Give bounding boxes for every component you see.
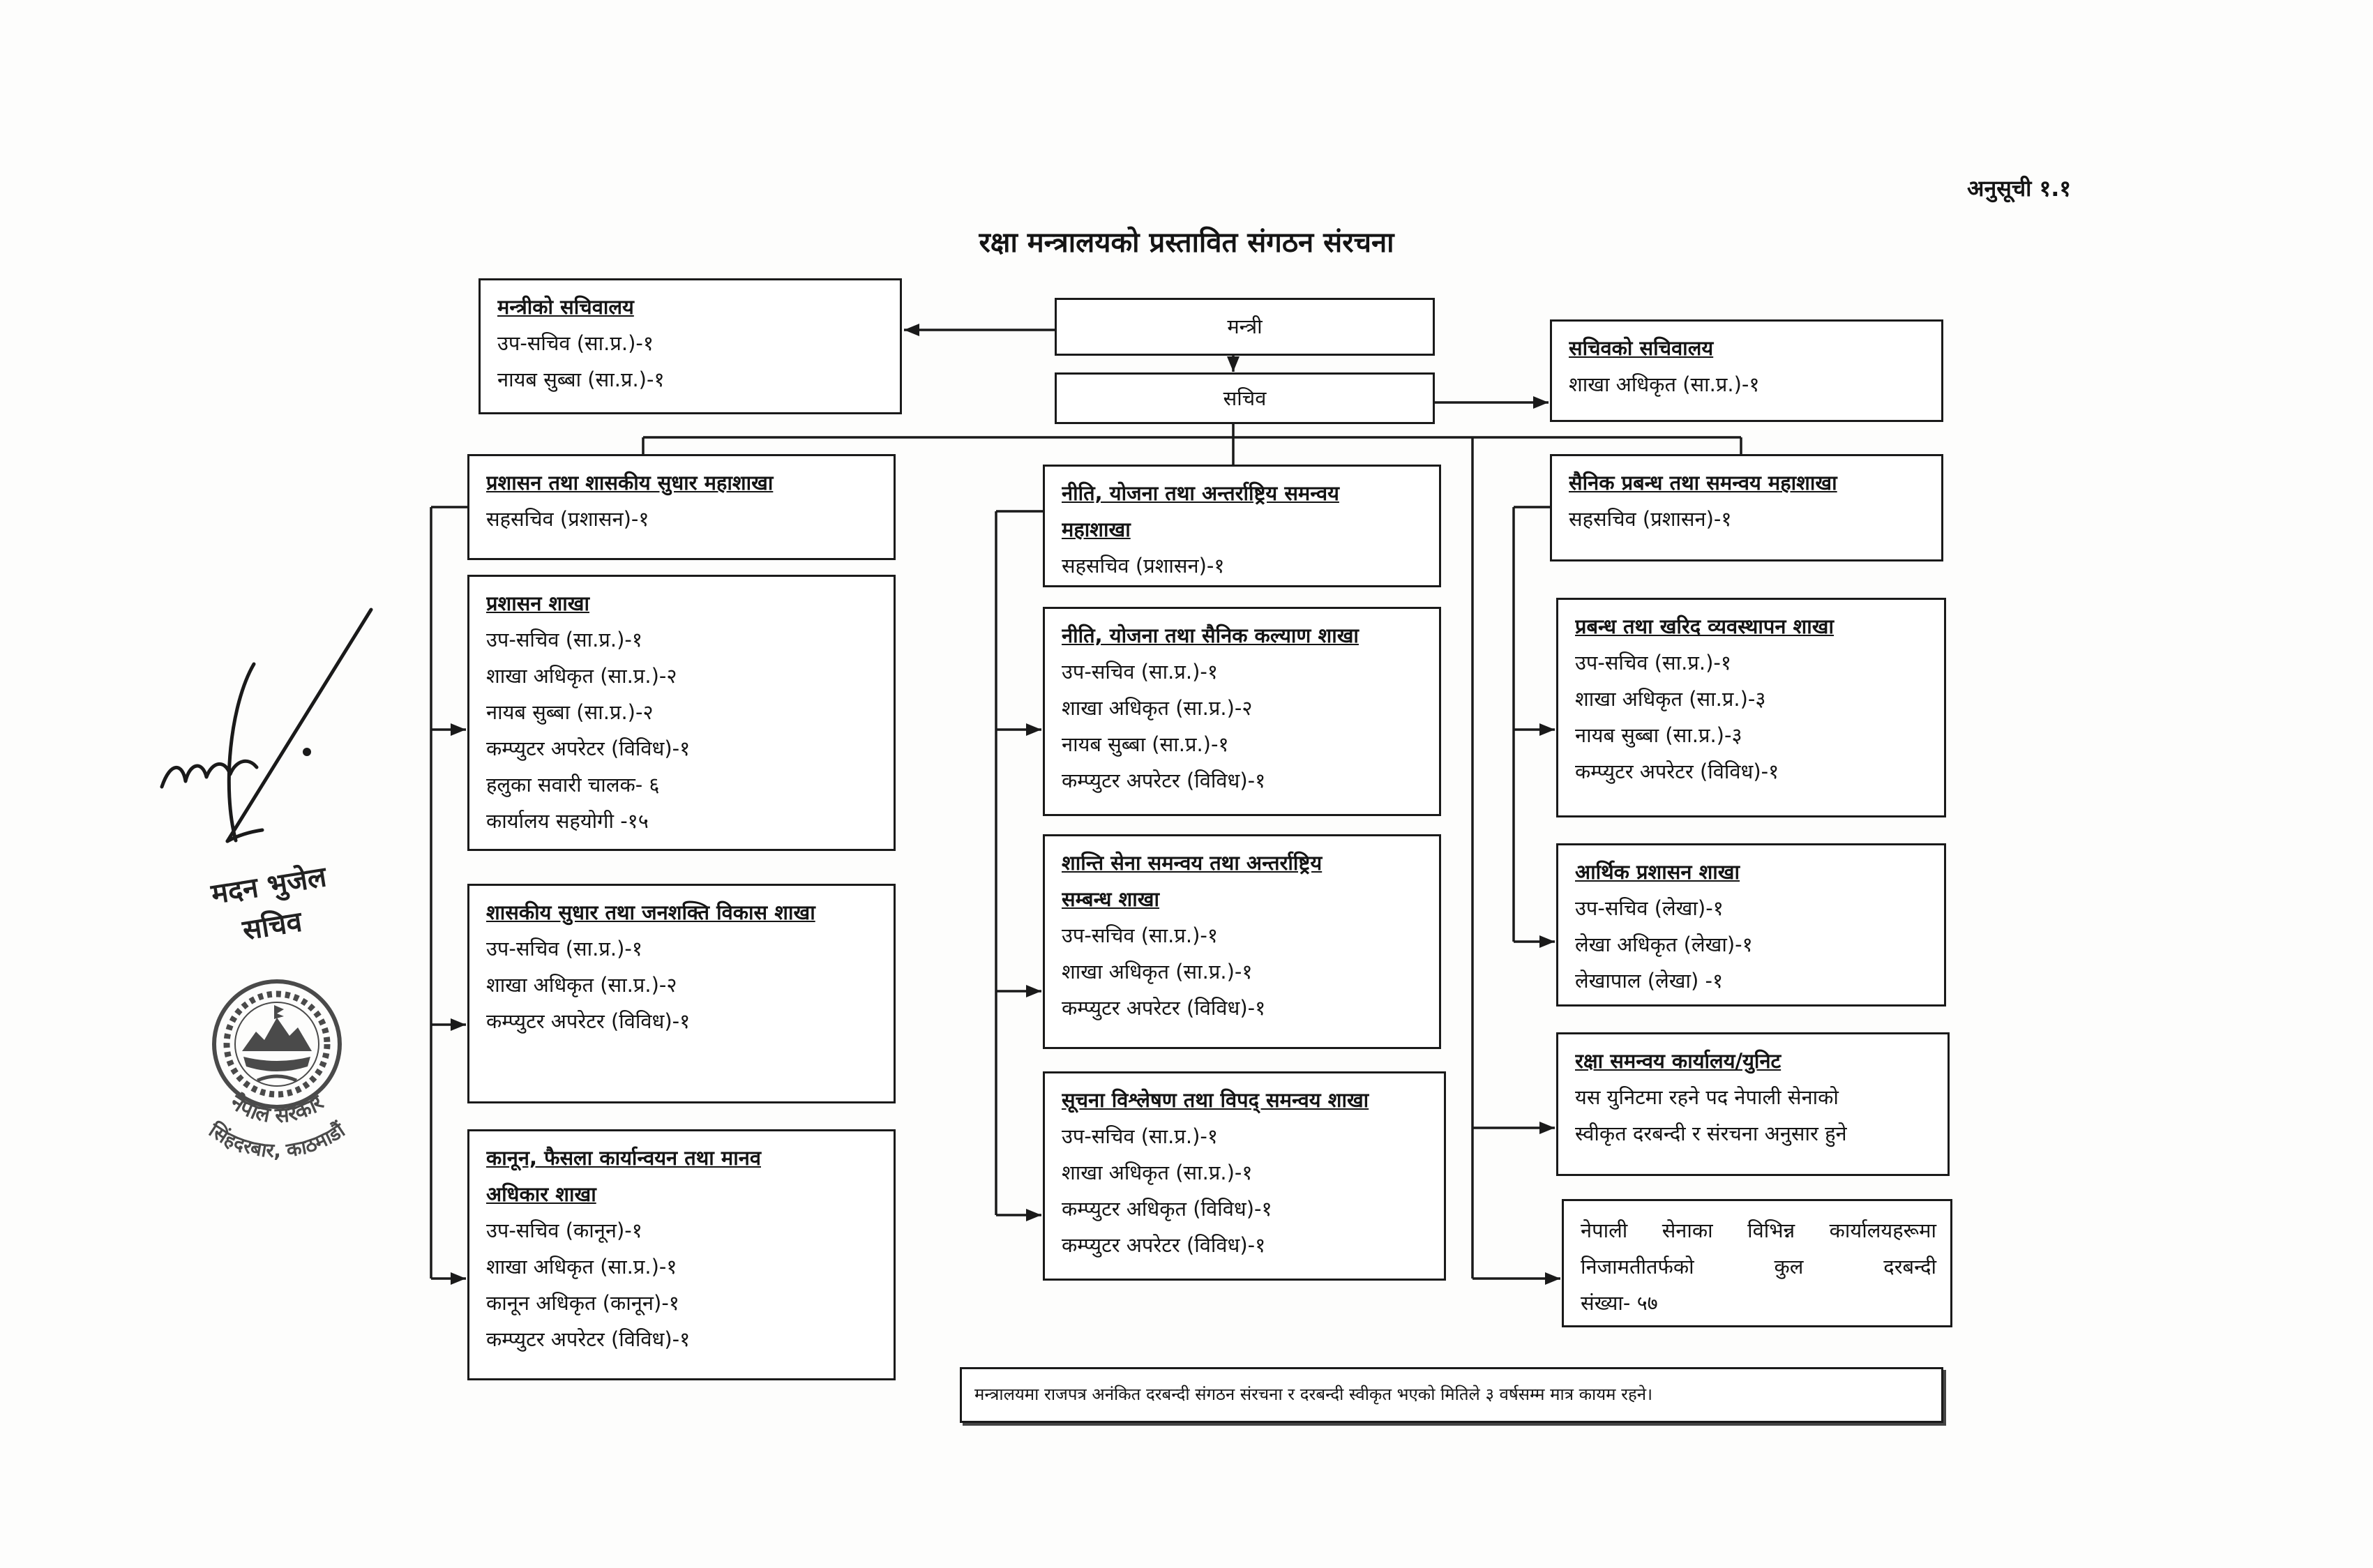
box-title: नीति, योजना तथा अन्तर्राष्ट्रिय समन्वय — [1062, 481, 1339, 505]
box-title: शान्ति सेना समन्वय तथा अन्तर्राष्ट्रिय — [1062, 851, 1323, 875]
post-line: शाखा अधिकृत (सा.प्र.)-१ — [1569, 372, 1760, 396]
post-line: लेखा अधिकृत (लेखा)-१ — [1575, 933, 1753, 956]
note-line: निजामतीतर्फको कुल दरबन्दी — [1581, 1255, 1936, 1279]
military-management-division-box — [1550, 454, 1943, 561]
post-line: उप-सचिव (सा.प्र.)-१ — [486, 937, 642, 960]
finance-section-box — [1556, 843, 1946, 1007]
post-line: कम्प्युटर अपरेटर (विविध)-१ — [1062, 769, 1266, 792]
box-title-continued: अधिकार शाखा — [486, 1182, 596, 1206]
information-disaster-section-box — [1043, 1071, 1446, 1281]
box-title: कानून, फैसला कार्यान्वयन तथा मानव — [486, 1146, 761, 1170]
post-line: लेखापाल (लेखा) -१ — [1575, 969, 1724, 993]
post-line: शाखा अधिकृत (सा.प्र.)-२ — [1062, 696, 1253, 720]
post-line: नायब सुब्बा (सा.प्र.)-३ — [1575, 723, 1742, 747]
peacekeeping-section-box — [1043, 834, 1441, 1049]
post-line: शाखा अधिकृत (सा.प्र.)-२ — [486, 973, 677, 997]
secretary-secretariat-box — [1550, 319, 1943, 422]
post-line: उप-सचिव (सा.प्र.)-१ — [1575, 651, 1731, 674]
post-line: उप-सचिव (लेखा)-१ — [1575, 896, 1724, 920]
post-line: कम्प्युटर अपरेटर (विविध)-१ — [486, 737, 691, 760]
minister-box — [1055, 298, 1435, 356]
handwritten-signature — [162, 610, 371, 841]
policy-welfare-section-box — [1043, 607, 1441, 816]
note-line: स्वीकृत दरबन्दी र संरचना अनुसार हुने — [1575, 1122, 1847, 1145]
post-line: शाखा अधिकृत (सा.प्र.)-१ — [1062, 1161, 1253, 1184]
note-line: संख्या- ५७ — [1581, 1291, 1658, 1315]
note-line: नेपाली सेनाका विभिन्न कार्यालयहरूमा — [1581, 1219, 1936, 1242]
box-title-continued: सम्बन्ध शाखा — [1062, 887, 1160, 911]
minister-label: मन्त्री — [1227, 315, 1263, 338]
post-line: कम्प्युटर अपरेटर (विविध)-१ — [486, 1327, 691, 1351]
box-title: मन्त्रीको सचिवालय — [497, 295, 634, 319]
post-line: सहसचिव (प्रशासन)-१ — [1569, 507, 1732, 531]
note-line: यस युनिटमा रहने पद नेपाली सेनाको — [1575, 1085, 1839, 1109]
footer-note — [960, 1367, 1943, 1423]
post-line: उप-सचिव (सा.प्र.)-१ — [1062, 1124, 1218, 1148]
seal-inner-text: नेपाल सरकार — [225, 1090, 329, 1129]
post-line: नायब सुब्बा (सा.प्र.)-२ — [486, 700, 654, 724]
seal-map-icon — [243, 1057, 310, 1071]
post-line: सहसचिव (प्रशासन)-१ — [1062, 554, 1225, 578]
post-line: नायब सुब्बा (सा.प्र.)-१ — [497, 368, 665, 391]
seal-mountains-icon — [242, 1018, 312, 1051]
admin-governance-division-box — [467, 454, 896, 560]
army-civil-posts-note-box — [1562, 1199, 1952, 1327]
box-title: आर्थिक प्रशासन शाखा — [1575, 860, 1740, 884]
svg-text:नेपाल सरकार — [225, 1090, 329, 1129]
post-line: उप-सचिव (सा.प्र.)-१ — [1062, 660, 1218, 684]
svg-text:सिंहदरबार, काठमाडौं — [204, 1118, 350, 1162]
post-line: कम्प्युटर अधिकृत (विविध)-१ — [1062, 1197, 1272, 1221]
post-line: कम्प्युटर अपरेटर (विविध)-१ — [1062, 996, 1266, 1020]
secretary-box — [1055, 372, 1435, 424]
post-line: कार्यालय सहयोगी -१५ — [486, 809, 649, 833]
box-title: शासकीय सुधार तथा जनशक्ति विकास शाखा — [486, 900, 815, 924]
post-line: सहसचिव (प्रशासन)-१ — [486, 507, 649, 531]
box-title: रक्षा समन्वय कार्यालय/युनिट — [1575, 1049, 1781, 1073]
post-line: उप-सचिव (सा.प्र.)-१ — [486, 628, 642, 651]
box-title: सैनिक प्रबन्ध तथा समन्वय महाशाखा — [1569, 471, 1837, 495]
government-seal — [204, 981, 350, 1162]
defence-coordination-unit-box — [1556, 1032, 1950, 1176]
post-line: कम्प्युटर अपरेटर (विविध)-१ — [1575, 760, 1779, 783]
governance-reform-section-box — [467, 884, 896, 1103]
footer-note-text: मन्त्रालयमा राजपत्र अनंकित दरबन्दी संगठन संरचना र दरबन्दी स्वीकृत भएको मितिले ३ वर्षसम्म मात्र कायम रहने। — [974, 1385, 1653, 1404]
post-line: उप-सचिव (सा.प्र.)-१ — [497, 331, 654, 355]
post-line: हलुका सवारी चालक- ६ — [486, 773, 660, 797]
annex-label: अनुसूची १.१ — [1967, 175, 2072, 202]
box-title: प्रबन्ध तथा खरिद व्यवस्थापन शाखा — [1575, 615, 1835, 638]
post-line: कम्प्युटर अपरेटर (विविध)-१ — [1062, 1233, 1266, 1257]
post-line: शाखा अधिकृत (सा.प्र.)-१ — [1062, 960, 1253, 983]
signatory-designation: सचिव — [240, 905, 304, 947]
page-title: रक्षा मन्त्रालयको प्रस्तावित संगठन संरचना — [979, 227, 1394, 259]
secretary-label: सचिव — [1223, 386, 1267, 410]
post-line: शाखा अधिकृत (सा.प्र.)-१ — [486, 1255, 677, 1279]
seal-outer-text: सिंहदरबार, काठमाडौं — [204, 1118, 349, 1163]
seal-flag-icon — [274, 1005, 284, 1019]
box-title: प्रशासन शाखा — [486, 591, 589, 615]
admin-section-box — [467, 575, 896, 851]
minister-secretariat-box — [479, 278, 902, 414]
post-line: कानून अधिकृत (कानून)-१ — [486, 1291, 679, 1315]
box-title-continued: महाशाखा — [1062, 518, 1131, 541]
post-line: कम्प्युटर अपरेटर (विविध)-१ — [486, 1009, 691, 1033]
post-line: उप-सचिव (सा.प्र.)-१ — [1062, 924, 1218, 947]
post-line: उप-सचिव (कानून)-१ — [486, 1219, 642, 1242]
box-title: सचिवको सचिवालय — [1569, 336, 1714, 360]
post-line: शाखा अधिकृत (सा.प्र.)-३ — [1575, 687, 1766, 711]
box-title: नीति, योजना तथा सैनिक कल्याण शाखा — [1062, 624, 1359, 647]
box-title: सूचना विश्लेषण तथा विपद् समन्वय शाखा — [1062, 1088, 1369, 1112]
law-human-rights-section-box — [467, 1129, 896, 1380]
procurement-section-box — [1556, 598, 1946, 817]
post-line: नायब सुब्बा (सा.प्र.)-१ — [1062, 732, 1229, 756]
post-line: शाखा अधिकृत (सा.प्र.)-२ — [486, 664, 677, 688]
policy-planning-division-box — [1043, 465, 1441, 587]
signatory-name: मदन भुजेल — [209, 861, 329, 911]
box-title: प्रशासन तथा शासकीय सुधार महाशाखा — [486, 471, 774, 495]
